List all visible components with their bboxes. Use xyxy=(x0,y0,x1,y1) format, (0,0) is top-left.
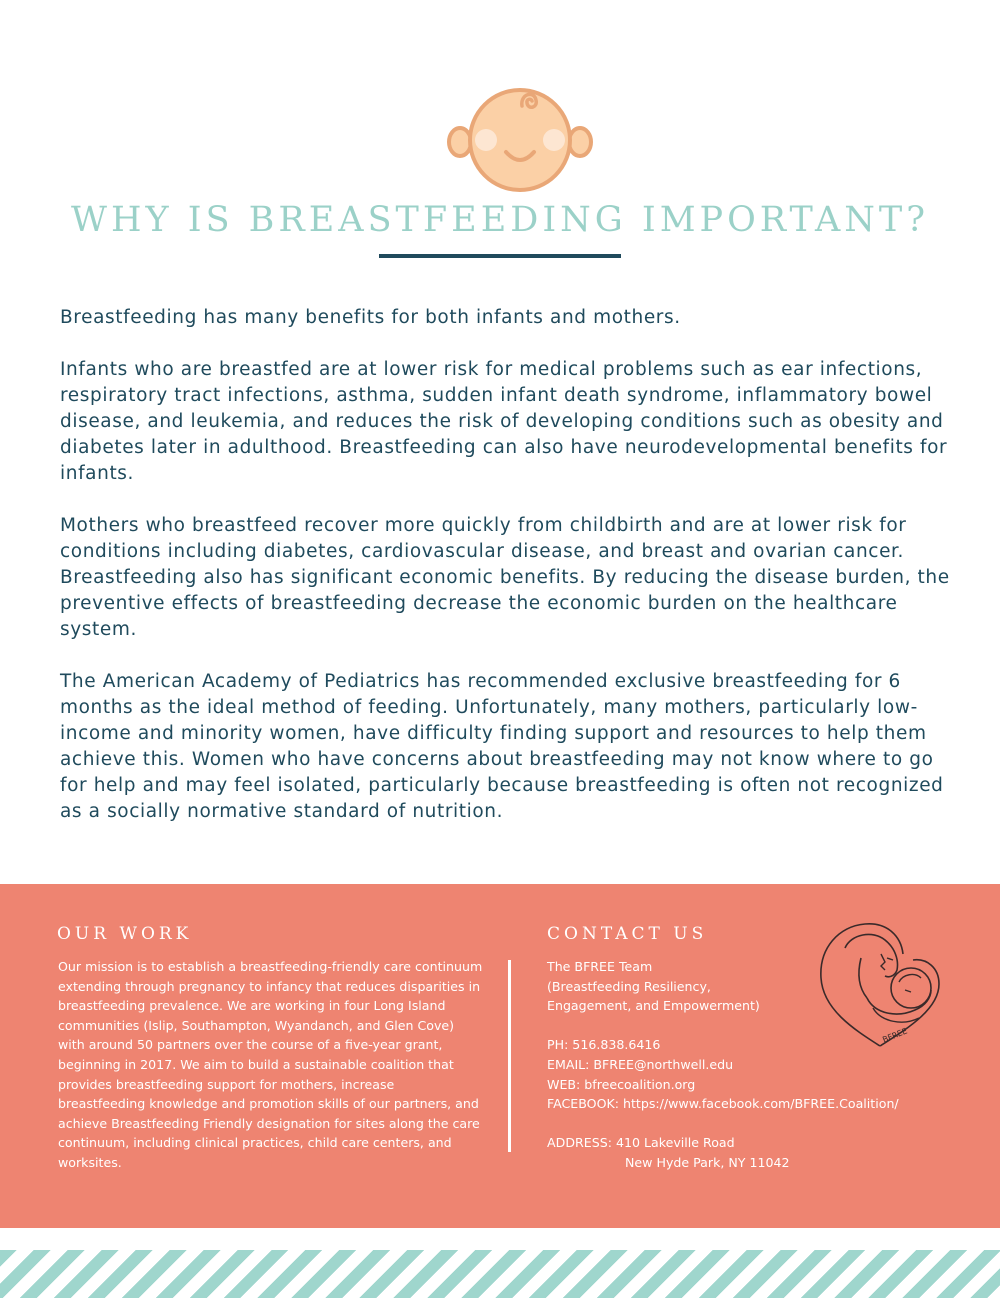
decorative-stripe-band xyxy=(0,1250,1000,1298)
contact-team: The BFREE Team xyxy=(547,959,653,974)
our-work-heading: OUR WORK xyxy=(57,924,193,944)
logo-text: BFREE xyxy=(881,1026,909,1045)
contact-facebook[interactable]: FACEBOOK: https://www.facebook.com/BFREE.Coalition/ xyxy=(547,1096,899,1112)
intro-paragraph: Breastfeeding has many benefits for both infants and mothers. xyxy=(60,307,681,328)
infants-paragraph: Infants who are breastfed are at lower risk for medical problems such as ear infections, respiratory tract infections, asthma, sudden infant death syndrome, inflammatory bowel disease, and leukemia, and reduces the risk of developing conditions such as obesity and diabetes later in adulthood. Breastfeeding can also have neurodevelopmental benefits for infants. xyxy=(60,359,948,484)
contact-heading: CONTACT US xyxy=(547,924,708,944)
title-underline xyxy=(379,254,621,258)
spacer xyxy=(547,1114,987,1134)
our-work-text: Our mission is to establish a breastfeeding-friendly care continuum extending through pregnancy to infancy that reduces disparities in breastfeeding prevalence. We are working in four Long Island communities (Islip, Southampton, Wyandanch, and Glen Cove) with around 50 partners over the course of a five-year grant, beginning in 2017. We aim to build a sustainable coalition that provides breastfeeding support for mothers, increase breastfeeding knowledge and promotion skills of our partners, and achieve Breastfeeding Friendly designation for sites along the care continuum, including clinical practices, child care centers, and worksites. xyxy=(58,959,483,1170)
contact-team-full-2: Engagement, and Empowerment) xyxy=(547,998,760,1014)
aap-paragraph: The American Academy of Pediatrics has recommended exclusive breastfeeding for 6 months as the ideal method of feeding. Unfortunately, many mothers, particularly low-income and minority women, have difficulty finding support and resources to help them achieve this. Women who have concerns about breastfeeding may not know where to go for help and may feel isolated, particularly because breastfeeding is often not recognized as a socially normative standard of nutrition. xyxy=(60,671,944,822)
intro-section xyxy=(60,305,960,851)
baby-face-icon xyxy=(446,84,594,196)
contact-web[interactable]: WEB: bfreecoalition.org xyxy=(547,1076,696,1092)
contact-phone[interactable]: PH: 516.838.6416 xyxy=(547,1037,661,1053)
contact-email[interactable]: EMAIL: BFREE@northwell.edu xyxy=(547,1056,734,1072)
column-divider xyxy=(508,960,511,1152)
footer-panel xyxy=(0,884,1000,1228)
mothers-paragraph: Mothers who breastfeed recover more quickly from childbirth and are at lower risk for conditions including diabetes, cardiovascular disease, and breast and ovarian cancer. Breastfeeding also has significant economic benefits. By reducing the disease burden, the preventive effects of breastfeeding decrease the economic burden on the healthcare system. xyxy=(60,515,950,640)
page-title: WHY IS BREASTFEEDING IMPORTANT? xyxy=(71,200,929,240)
contact-address-1: ADDRESS: 410 Lakeville Road xyxy=(547,1135,735,1151)
contact-team-full-1: (Breastfeeding Resiliency, xyxy=(547,978,711,994)
bfree-logo xyxy=(815,918,945,1050)
contact-address-2: New Hyde Park, NY 11042 xyxy=(625,1154,790,1170)
